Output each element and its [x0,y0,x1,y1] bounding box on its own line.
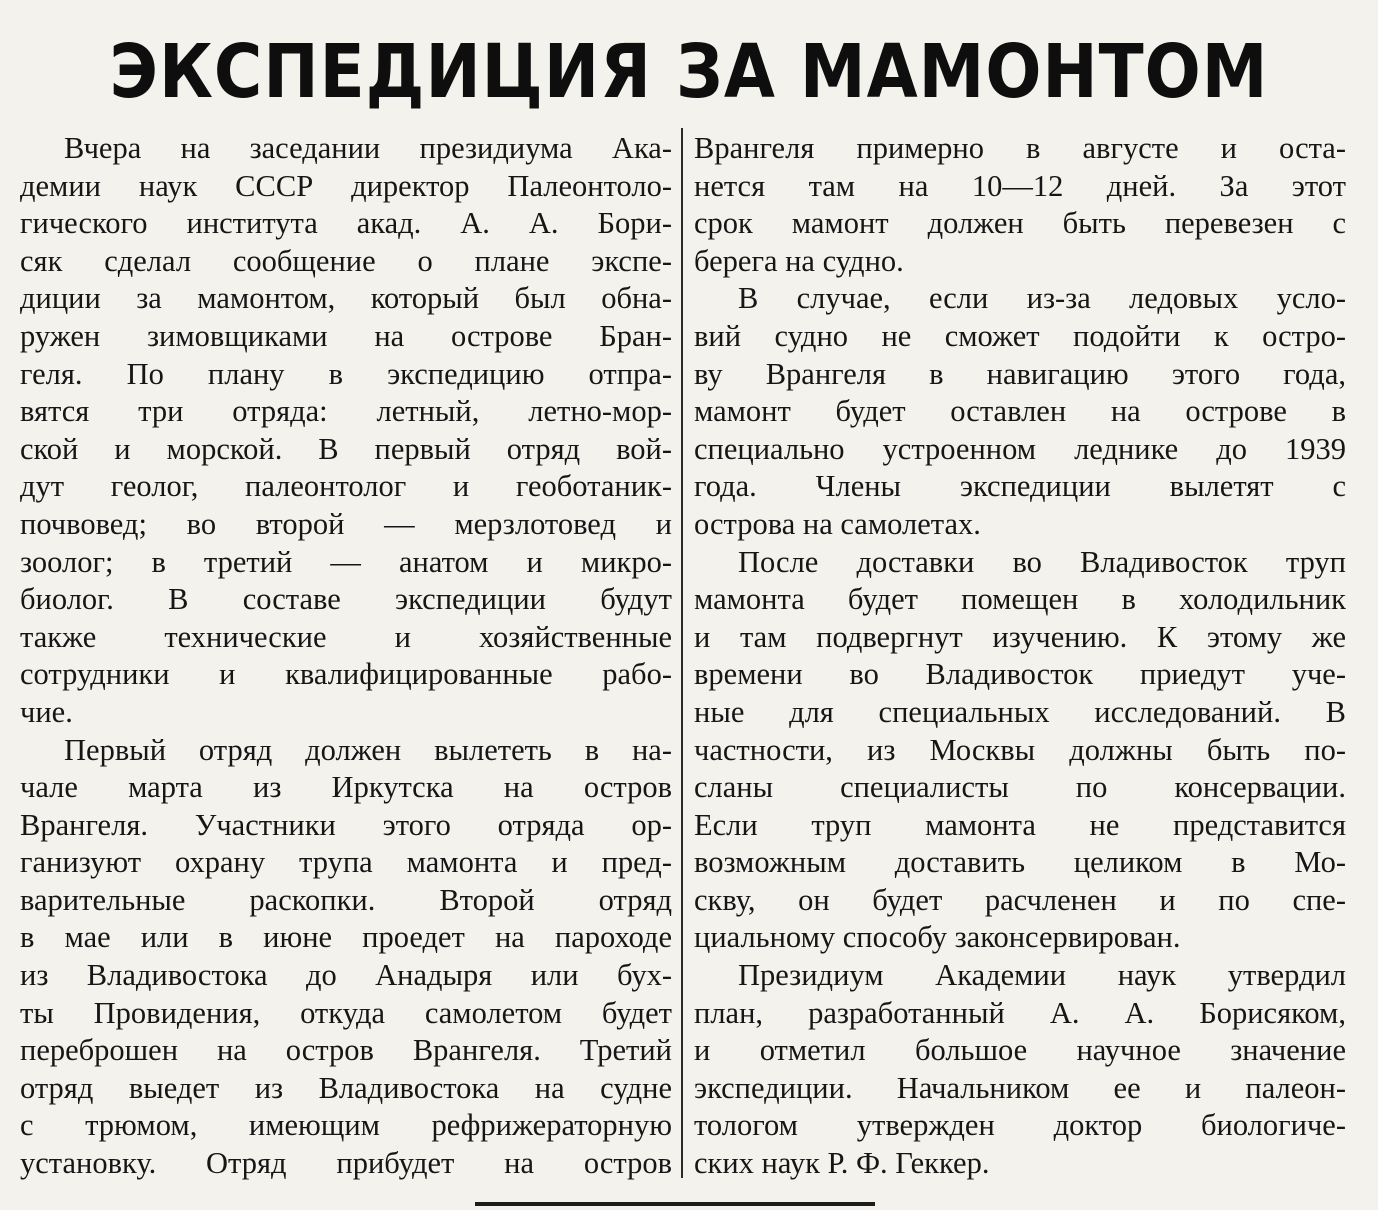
text-line: вятся три отряда: летный, летно-мор- [20,394,672,429]
right-column [694,130,1346,1183]
text-line: экспедиции. Начальником ее и палеон- [694,1070,1346,1105]
text-line: из Владивостока до Анадыря или бух- [20,958,672,993]
text-line: сотрудники и квалифицированные рабо- [20,657,672,692]
text-line: почвовед; во второй — мерзлотовед и [20,506,672,541]
text-line: возможным доставить целиком в Мо- [694,845,1346,880]
text-line: варительные раскопки. Второй отряд [20,882,672,917]
text-line: тологом утвержден доктор биологиче- [694,1108,1346,1143]
text-line: срок мамонт должен быть перевезен с [694,206,1346,241]
text-line: ву Врангеля в навигацию этого года, [694,356,1346,391]
text-line: установку. Отряд прибудет на остров [20,1146,672,1181]
text-line: специально устроенном леднике до 1939 [694,431,1346,466]
text-line: ской и морской. В первый отряд вой- [20,431,672,466]
text-line: диции за мамонтом, который был обна- [20,281,672,316]
text-line: отряд выедет из Владивостока на судне [20,1070,672,1105]
text-line: сланы специалисты по консервации. [694,770,1346,805]
text-line: частности, из Москвы должны быть по- [694,732,1346,767]
text-line: с трюмом, имеющим рефрижераторную [20,1108,672,1143]
text-line: дут геолог, палеонтолог и геоботаник- [20,469,672,504]
text-line: чие. [20,694,73,729]
text-line: острова на самолетах. [694,506,981,541]
text-line: В случае, если из-за ледовых усло- [738,281,1346,316]
text-line: После доставки во Владивосток труп [738,544,1346,579]
text-line: циальному способу законсервирован. [694,920,1181,955]
text-line: вий судно не сможет подойти к остро- [694,318,1346,353]
text-line: ганизуют охрану трупа мамонта и пред- [20,845,672,880]
text-line: ные для специальных исследований. В [694,694,1346,729]
text-line: и отметил большое научное значение [694,1033,1346,1068]
headline: ЭКСПЕДИЦИЯ ЗА МАМОНТОМ [109,28,1269,115]
text-line: берега на судно. [694,243,904,278]
bottom-rule [475,1202,875,1206]
text-line: биолог. В составе экспедиции будут [20,582,672,617]
left-column [20,130,672,1183]
text-line: ты Провидения, откуда самолетом будет [20,995,672,1030]
text-line: план, разработанный А. А. Борисяком, [694,995,1346,1030]
text-line: сяк сделал сообщение о плане экспе- [20,243,672,278]
text-line: чале марта из Иркутска на остров [20,770,672,805]
text-line: Врангеля примерно в августе и оста- [694,131,1346,165]
text-line: и там подвергнут изучению. К этому же [694,619,1346,654]
text-line: года. Члены экспедиции вылетят с [694,469,1346,504]
column-divider [681,128,683,1178]
text-line: ружен зимовщиками на острове Бран- [20,318,672,353]
text-line: также технические и хозяйственные [20,619,672,654]
text-line: Вчера на заседании президиума Ака- [64,131,672,165]
text-line: нется там на 10—12 дней. За этот [694,168,1346,203]
text-line: гического института акад. А. А. Бори- [20,206,672,241]
text-line: Первый отряд должен вылететь в на- [64,732,672,767]
text-line: в мае или в июне проедет на пароходе [20,920,672,955]
text-line: ских наук Р. Ф. Геккер. [694,1146,990,1181]
text-line: геля. По плану в экспедицию отпра- [20,356,672,391]
text-line: зоолог; в третий — анатом и микро- [20,544,672,579]
text-line: демии наук СССР директор Палеонтоло- [20,168,672,203]
text-line: переброшен на остров Врангеля. Третий [20,1033,672,1068]
text-line: Если труп мамонта не представится [694,807,1346,842]
text-line: мамонта будет помещен в холодильник [694,582,1346,617]
text-line: Врангеля. Участники этого отряда ор- [20,807,672,842]
text-line: скву, он будет расчленен и по спе- [694,882,1346,917]
text-line: Президиум Академии наук утвердил [738,958,1346,993]
text-line: мамонт будет оставлен на острове в [694,394,1346,429]
text-line: времени во Владивосток приедут уче- [694,657,1346,692]
